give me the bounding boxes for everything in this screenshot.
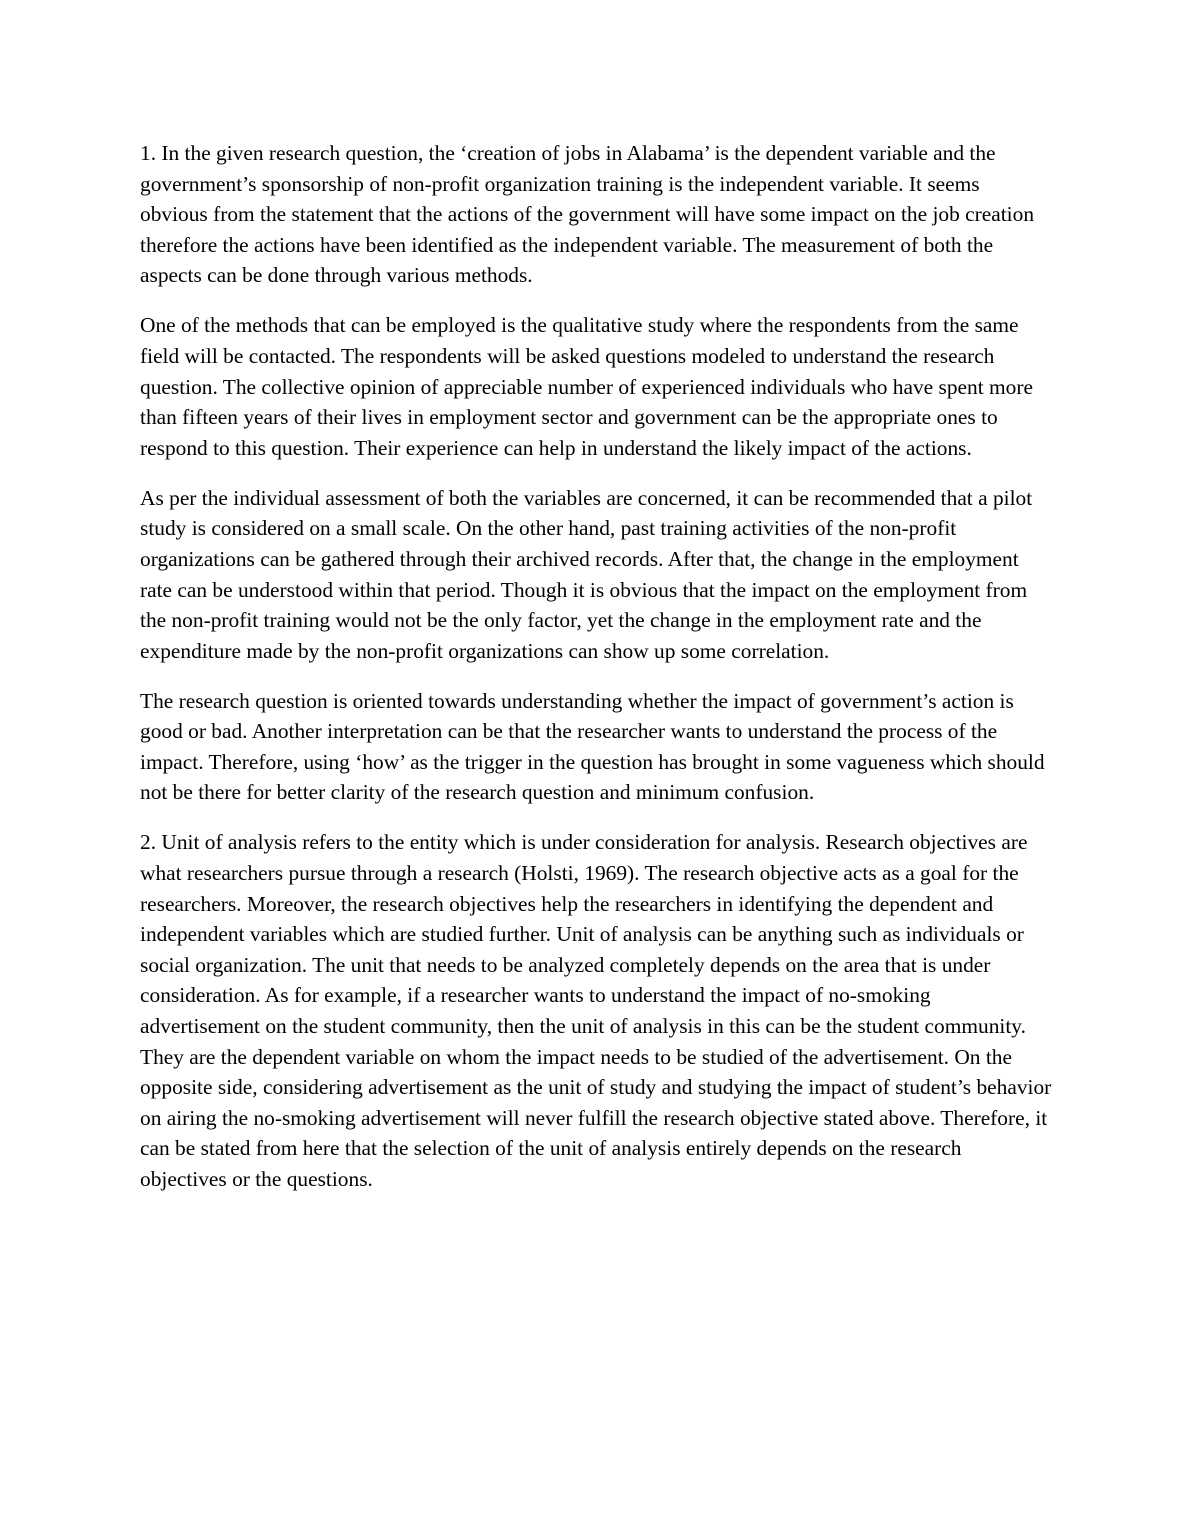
document-body — [140, 138, 1052, 1214]
paragraph-4: The research question is oriented towards understanding whether the impact of government’s action is good or bad. Another interpretation can be that the researcher wants to understand the process of the impact. Therefore, using ‘how’ as the trigger in the question has brought in some vagueness which should not be there for better clarity of the research question and minimum confusion. — [140, 688, 1045, 805]
paragraph-3: As per the individual assessment of both the variables are concerned, it can be recommended that a pilot study is considered on a small scale. On the other hand, past training activities of the non-profit organizations can be gathered through their archived records. After that, the change in the employment rate can be understood within that period. Though it is obvious that the impact on the employment from the non-profit training would not be the only factor, yet the change in the employment rate and the expenditure made by the non-profit organizations can show up some correlation. — [140, 485, 1033, 663]
paragraph-5: 2. Unit of analysis refers to the entity which is under consideration for analysis. Research objectives are what researchers pursue through a research (Holsti, 1969). The research objective acts as a goal for the researchers. Moreover, the research objectives help the researchers in identifying the dependent and independent variables which are studied further. Unit of analysis can be anything such as individuals or social organization. The unit that needs to be analyzed completely depends on the area that is under consideration. As for example, if a researcher wants to understand the impact of no-smoking advertisement on the student community, then the unit of analysis in this can be the student community. They are the dependent variable on whom the impact needs to be studied of the advertisement. On the opposite side, considering advertisement as the unit of study and studying the impact of student’s behavior on airing the no-smoking advertisement will never fulfill the research objective stated above. Therefore, it can be stated from here that the selection of the unit of analysis entirely depends on the research objectives or the questions. — [140, 830, 1052, 1191]
paragraph-2: One of the methods that can be employed is the qualitative study where the respondents from the same field will be contacted. The respondents will be asked questions modeled to understand the research question. The collective opinion of appreciable number of experienced individuals who have spent more than fifteen years of their lives in employment sector and government can be the appropriate ones to respond to this question. Their experience can help in understand the likely impact of the actions. — [140, 313, 1033, 460]
paragraph-1: 1. In the given research question, the ‘creation of jobs in Alabama’ is the dependent variable and the government’s sponsorship of non-profit organization training is the independent variable. It seems obvious from the statement that the actions of the government will have some impact on the job creation therefore the actions have been identified as the independent variable. The measurement of both the aspects can be done through various methods. — [140, 141, 1035, 288]
